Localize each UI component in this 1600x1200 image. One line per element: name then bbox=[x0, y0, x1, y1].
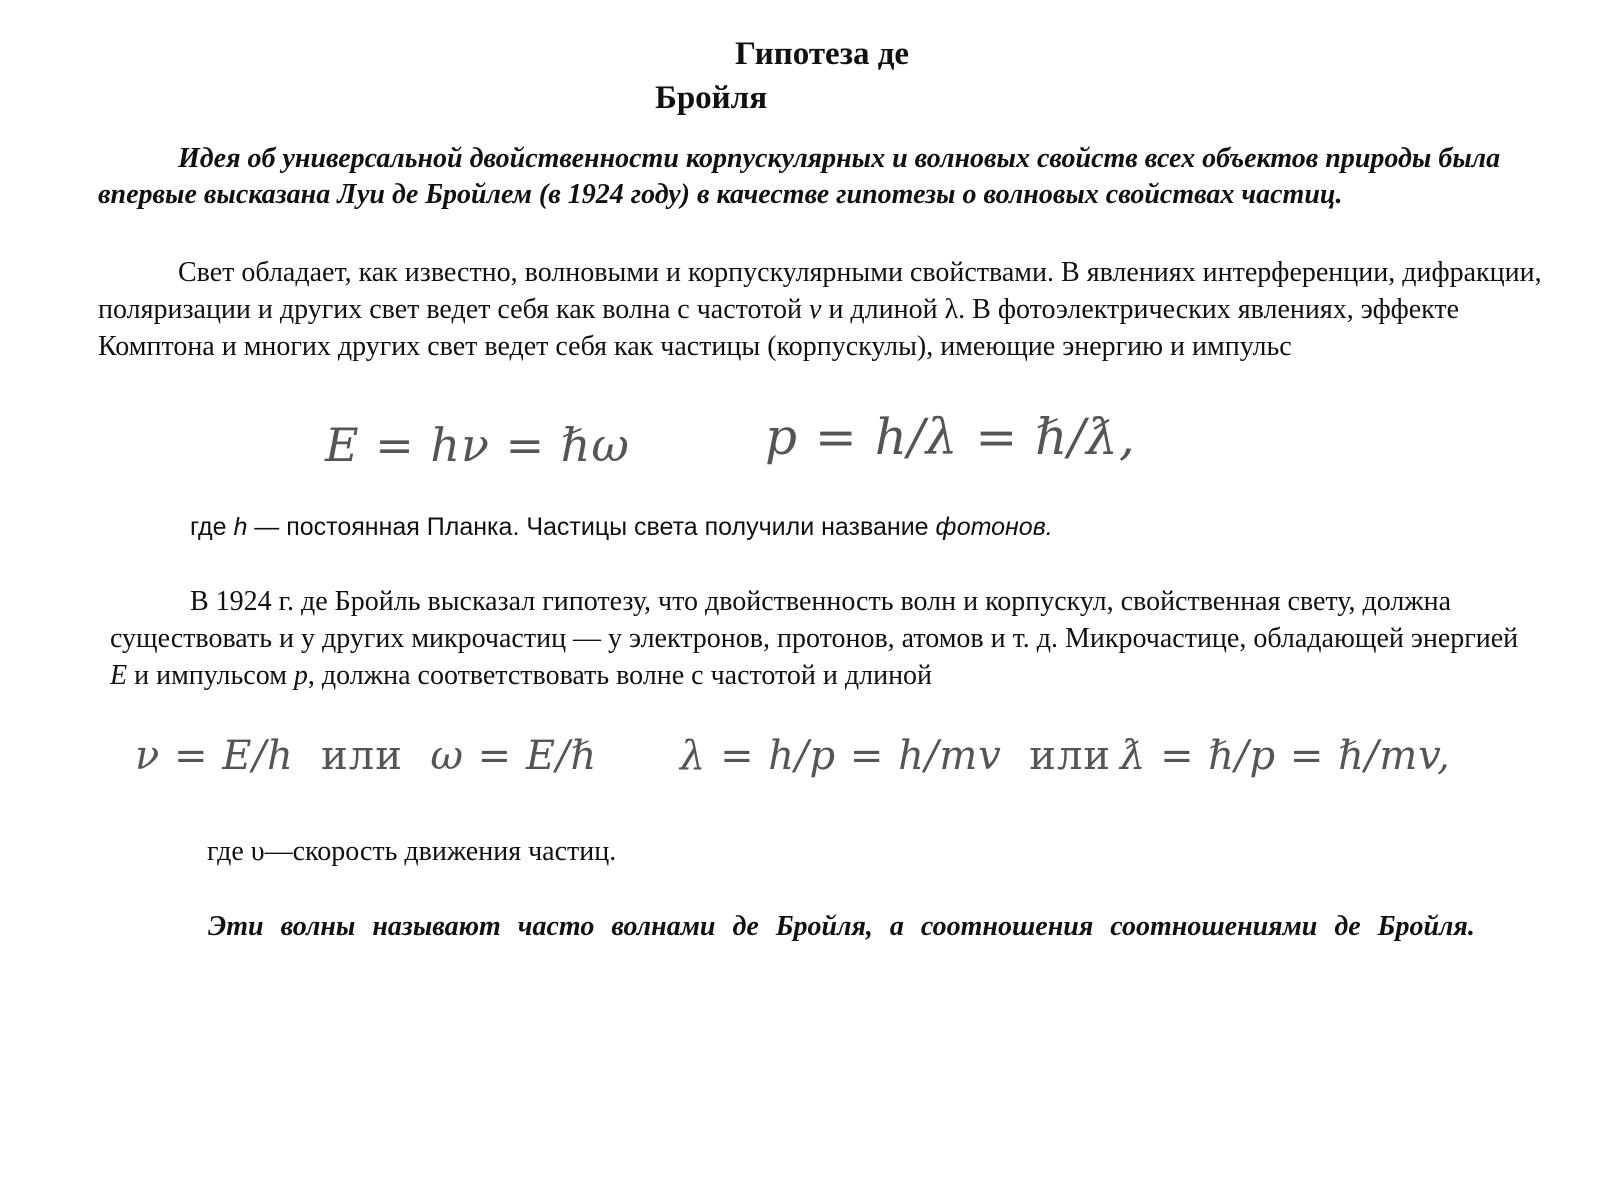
light-text-1: Свет обладает, как известно, волновыми и корпускулярными свойствами. В явлениях интерференции, дифракции, поляризации и других свет ведет себя как волна с частотой bbox=[98, 257, 1542, 325]
photons-word: фотонов. bbox=[935, 513, 1053, 541]
planck-note-middle: — постоянная Планка. Частицы света получили название bbox=[247, 513, 936, 541]
planck-note-prefix: где bbox=[190, 513, 234, 541]
momentum-formula: p = h/λ = ℏ/ƛ, bbox=[765, 408, 1136, 466]
frequency-formula bbox=[135, 733, 597, 779]
wavelength-formula-a: λ = h/p = h/mv bbox=[680, 733, 1002, 779]
frequency-formula-a: ν = E/h bbox=[135, 733, 294, 779]
reduced-wavelength-formula: ƛ = ℏ/p = ℏ/mv, bbox=[1120, 733, 1451, 779]
frequency-formula-b: ω = E/ℏ bbox=[430, 733, 598, 779]
broglie-paragraph bbox=[110, 583, 1540, 694]
title-line-2: Бройля bbox=[655, 80, 768, 116]
or-word-1: или bbox=[321, 733, 403, 779]
broglie-text-1: В 1924 г. де Бройль высказал гипотезу, что двойственность волн и корпускул, свойственная свету, должна существовать и у других микрочастиц — у электронов, протонов, атомов и т. д. Микрочастице, обладающей энергией bbox=[110, 586, 1519, 654]
or-word-2: или bbox=[1029, 733, 1112, 779]
title-line-1: Гипотеза де bbox=[735, 36, 910, 72]
velocity-note: где υ—скорость движения частиц. bbox=[207, 836, 617, 867]
broglie-text-3: , должна соответствовать волне с частотой и длиной bbox=[307, 660, 933, 691]
energy-symbol: E bbox=[110, 660, 128, 691]
final-paragraph: Эти волны называют часто волнами де Бройля, а соотношения соотношениями де Бройля. bbox=[208, 911, 1475, 942]
energy-formula: E = hν = ℏω bbox=[325, 418, 630, 472]
broglie-text-2: и импульсом bbox=[127, 660, 294, 691]
intro-paragraph: Идея об универсальной двойственности корпускулярных и волновых свойств всех объектов природы была впервые высказана Луи де Бройлем (в 1924 году) в качестве гипотезы о волновых свойствах частиц. bbox=[98, 143, 1501, 210]
planck-note bbox=[190, 513, 1053, 542]
light-paragraph bbox=[98, 254, 1558, 365]
light-text-2: и длиной λ. В фотоэлектрических явлениях, эффекте Комптона и многих других свет ведет себя как частицы (корпускулы), имеющие энергию и импульс bbox=[98, 294, 1460, 362]
nu-symbol: ν bbox=[809, 294, 822, 325]
planck-h: h bbox=[233, 513, 248, 541]
wavelength-formula bbox=[680, 733, 1111, 779]
momentum-symbol: p bbox=[293, 660, 308, 691]
